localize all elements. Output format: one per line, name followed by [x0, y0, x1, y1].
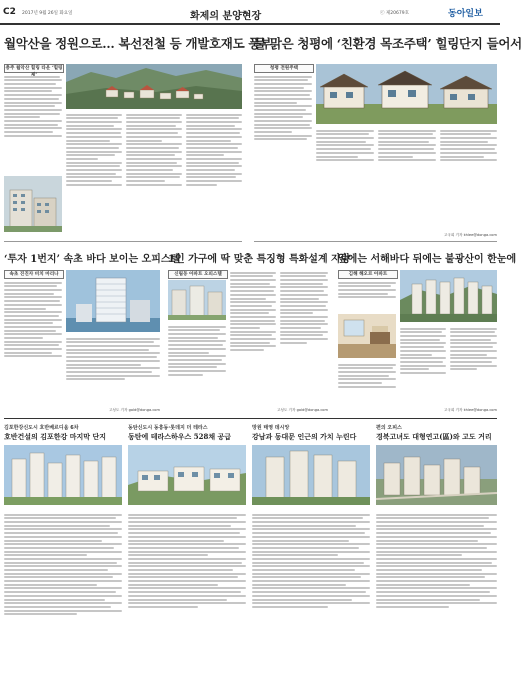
section-title: 화제의 분양현장	[190, 11, 262, 22]
body-a2-col4	[440, 128, 497, 182]
kicker-b1: 김포한강신도시 호반베르디움 6차	[4, 425, 79, 431]
byline-a3: 고성도 기자 gold@donga.com	[108, 408, 160, 412]
photo-a2-houses	[316, 64, 497, 124]
body-a5-col1	[338, 280, 396, 310]
body-a4-col1	[168, 324, 226, 406]
body-a3-col2	[66, 336, 160, 406]
kicker-b2: 동탄신도시 동흥동·롯데지 더 테라스	[128, 425, 208, 431]
body-a2-col3	[378, 128, 436, 182]
body-a2-col2	[316, 128, 374, 182]
headline-b3: 강남과 동대문 인근의 가치 누린다	[252, 432, 357, 441]
headline-a5: 앞에는 서해바다 뒤에는 불광산이 한눈에	[338, 254, 517, 265]
boxtitle-a1: 충주 월악산 힐링 타운 ‘힐링	[5, 66, 63, 71]
byline-a2: 고국희 기자 khlee@donga.com	[443, 233, 497, 237]
body-a5-col2	[338, 362, 396, 406]
kicker-b3: 망원 태영 데시앙	[252, 425, 290, 431]
body-a1-col4	[186, 112, 242, 232]
body-a5-col3	[400, 326, 446, 406]
headline-b2: 동탄에 테라스하우스 528채 공급	[128, 432, 232, 441]
photo-b2-terrace	[128, 445, 246, 505]
byline-a5: 고국희 기자 khlee@donga.com	[443, 408, 497, 412]
boxtitle-a4: 신림동 아파트 오피스텔	[168, 270, 228, 279]
headline-a3: ‘투자 1번지’ 속초 바다 보이는 오피스텔	[4, 254, 181, 265]
body-a3-col1	[4, 280, 62, 406]
page-number: C2	[3, 7, 16, 17]
body-a5-col4	[450, 326, 497, 406]
body-a1-col1	[4, 74, 62, 170]
divider-a2	[254, 241, 497, 242]
body-a4-col2	[230, 270, 276, 406]
photo-a5-interior	[338, 314, 396, 358]
headline-a4: 1인 가구에 딱 맞춘 특징형 특화설계 자랑	[168, 254, 351, 265]
newspaper-logo: 동아일보	[448, 9, 483, 19]
photo-b3-render	[252, 445, 370, 505]
headline-b4: 경북고녀도 대형연고(區)와 고도 거리	[376, 432, 492, 441]
headline-a1: 월악산을 정원으로… 복선전철 등 개발호재도 풍부	[4, 36, 272, 51]
photo-a1-building	[4, 176, 62, 232]
body-b3	[252, 512, 370, 688]
headline-b1: 호반건설의 김포한강 마지막 단지	[4, 432, 106, 441]
kicker-b4: 편의 오피스	[376, 425, 402, 431]
body-b4	[376, 512, 497, 688]
issue-number: ⓒ 제20679호	[380, 11, 409, 16]
photo-a3-tower	[66, 270, 160, 332]
photo-a5-apartments	[400, 270, 497, 322]
byline-a4: 고성도 기자 gold@donga.com	[276, 408, 328, 412]
issue-date: 2017년 9월 26일 화요일	[22, 11, 73, 16]
divider-a1	[4, 241, 242, 242]
boxtitle-a3: 속초 진진자 비치 마리나	[4, 270, 64, 279]
divider-middle	[4, 418, 497, 419]
body-a1-col3	[126, 112, 182, 232]
body-a4-col3	[280, 270, 328, 406]
headline-a2: 물 맑은 청평에 ‘친환경 목조주택’ 힐링단지 들어서	[254, 36, 522, 51]
photo-a1-aerial	[66, 64, 242, 109]
boxtitle-a2: 청평 전원주택	[254, 64, 314, 73]
photo-b4-aerial	[376, 445, 497, 505]
body-b1	[4, 512, 122, 688]
boxtitle-a5: 김해 해오르 아파트	[338, 270, 398, 279]
body-a1-col2	[66, 112, 122, 232]
photo-b1-render	[4, 445, 122, 505]
body-a2-col1	[254, 74, 312, 182]
body-b2	[128, 512, 246, 688]
header-rule	[0, 23, 500, 25]
photo-a4-complex	[168, 280, 226, 320]
